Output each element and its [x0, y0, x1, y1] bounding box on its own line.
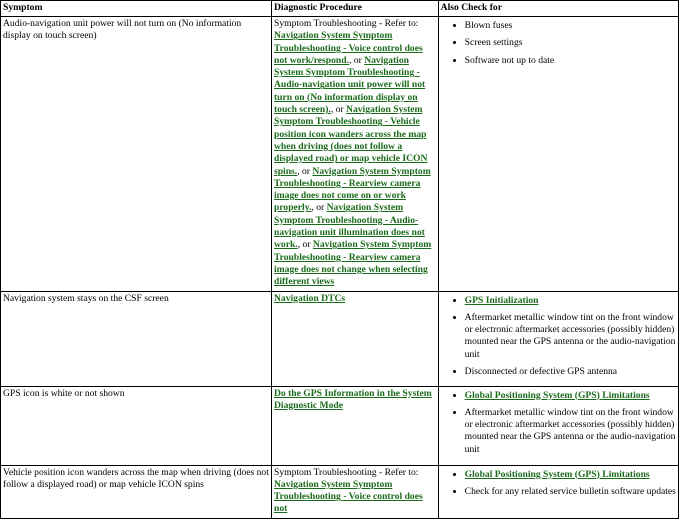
- diag-link-navigation-dtcs[interactable]: Navigation DTCs: [273, 292, 346, 304]
- or-separator: or: [301, 165, 310, 177]
- list-item: • Software not up to date: [465, 55, 676, 67]
- diagnostic-cell: [271, 386, 438, 465]
- also-check-cell: [438, 17, 678, 292]
- list-item: • Disconnected or defective GPS antenna: [465, 366, 676, 378]
- diag-link-voice-control[interactable]: Navigation System Symptom Troubleshooting - Voice control does not: [273, 478, 423, 515]
- also-check-list: [441, 390, 676, 456]
- gps-limitations-link[interactable]: Global Positioning System (GPS) Limitations: [464, 389, 650, 401]
- or-separator: or: [316, 202, 325, 214]
- diag-link-unit-power[interactable]: Navigation System Symptom Troubleshooting - Audio-navigation unit power will not turn on (No information display on touch screen).: [273, 54, 426, 116]
- also-check-cell: [438, 386, 678, 465]
- also-check-list: [441, 295, 676, 379]
- gps-limitations-link[interactable]: Global Positioning System (GPS) Limitations: [464, 468, 650, 480]
- separator: ,: [330, 104, 336, 116]
- also-check-list: [441, 20, 676, 67]
- symptom-cell: Vehicle position icon wanders across the map when driving (does not follow a displayed road) or map vehicle ICON spins: [1, 465, 272, 518]
- list-item: • Check for any related service bulletin software updates: [465, 486, 676, 498]
- list-item: [465, 469, 676, 481]
- diagnostic-cell: [271, 291, 438, 386]
- table-header-row: [1, 1, 679, 17]
- gps-initialization-link[interactable]: GPS Initialization: [464, 294, 539, 306]
- list-item: • Screen settings: [465, 37, 676, 49]
- separator: ,: [311, 202, 317, 214]
- diag-intro: Symptom Troubleshooting - Refer to:: [273, 18, 419, 29]
- header-symptom: Symptom: [1, 1, 272, 17]
- diag-link-gps-information[interactable]: Do the GPS Information in the System Diagnostic Mode: [273, 387, 432, 411]
- or-separator: or: [353, 54, 362, 66]
- diag-link-illumination[interactable]: Navigation System Symptom Troubleshooting - Audio-navigation unit illumination does not work.: [273, 202, 425, 251]
- table-row: [1, 386, 679, 465]
- symptom-cell: GPS icon is white or not shown: [1, 386, 272, 465]
- header-also-check-for: Also Check for: [438, 1, 678, 17]
- symptom-cell: Audio-navigation unit power will not turn on (No information display on touch screen): [1, 17, 272, 292]
- diag-link-camera-views[interactable]: Navigation System Symptom Troubleshooting - Rearview camera image does not change when selecting different views: [273, 239, 432, 288]
- list-item: [465, 295, 676, 307]
- diag-intro: Symptom Troubleshooting - Refer to:: [273, 466, 419, 478]
- list-item: [465, 390, 676, 402]
- also-check-cell: [438, 291, 678, 386]
- table-row: [1, 291, 679, 386]
- list-item: • Blown fuses: [465, 20, 676, 32]
- also-check-list: [441, 469, 676, 499]
- separator: ,: [297, 165, 302, 177]
- diag-link-voice-control[interactable]: Navigation System Symptom Troubleshooting - Voice control does not work/respond.: [273, 30, 423, 66]
- list-item: • Aftermarket metallic window tint on the front window or electronic aftermarket accessories (possibly hidden) mounted near the GPS antenna or the audio-navigation unit: [465, 312, 676, 361]
- table-row: [1, 17, 679, 292]
- diag-link-position-icon[interactable]: Navigation System Symptom Troubleshooting - Vehicle position icon wanders across the map when driving (does not follow a displayed road) or map vehicle ICON spins.: [273, 104, 428, 177]
- or-separator: or: [335, 104, 344, 116]
- symptom-cell: Navigation system stays on the CSF screen: [1, 291, 272, 386]
- diag-link-rearview-camera[interactable]: Navigation System Symptom Troubleshooting - Rearview camera image does not come on or work properly.: [273, 165, 431, 214]
- separator: ,: [297, 239, 303, 251]
- or-separator: or: [302, 239, 311, 251]
- list-item: • Aftermarket metallic window tint on the front window or electronic aftermarket accessories (possibly hidden) mounted near the GPS antenna or the audio-navigation unit: [465, 407, 676, 456]
- header-diagnostic-procedure: Diagnostic Procedure: [271, 1, 438, 17]
- separator: ,: [348, 54, 354, 66]
- diagnostic-cell: [271, 17, 438, 292]
